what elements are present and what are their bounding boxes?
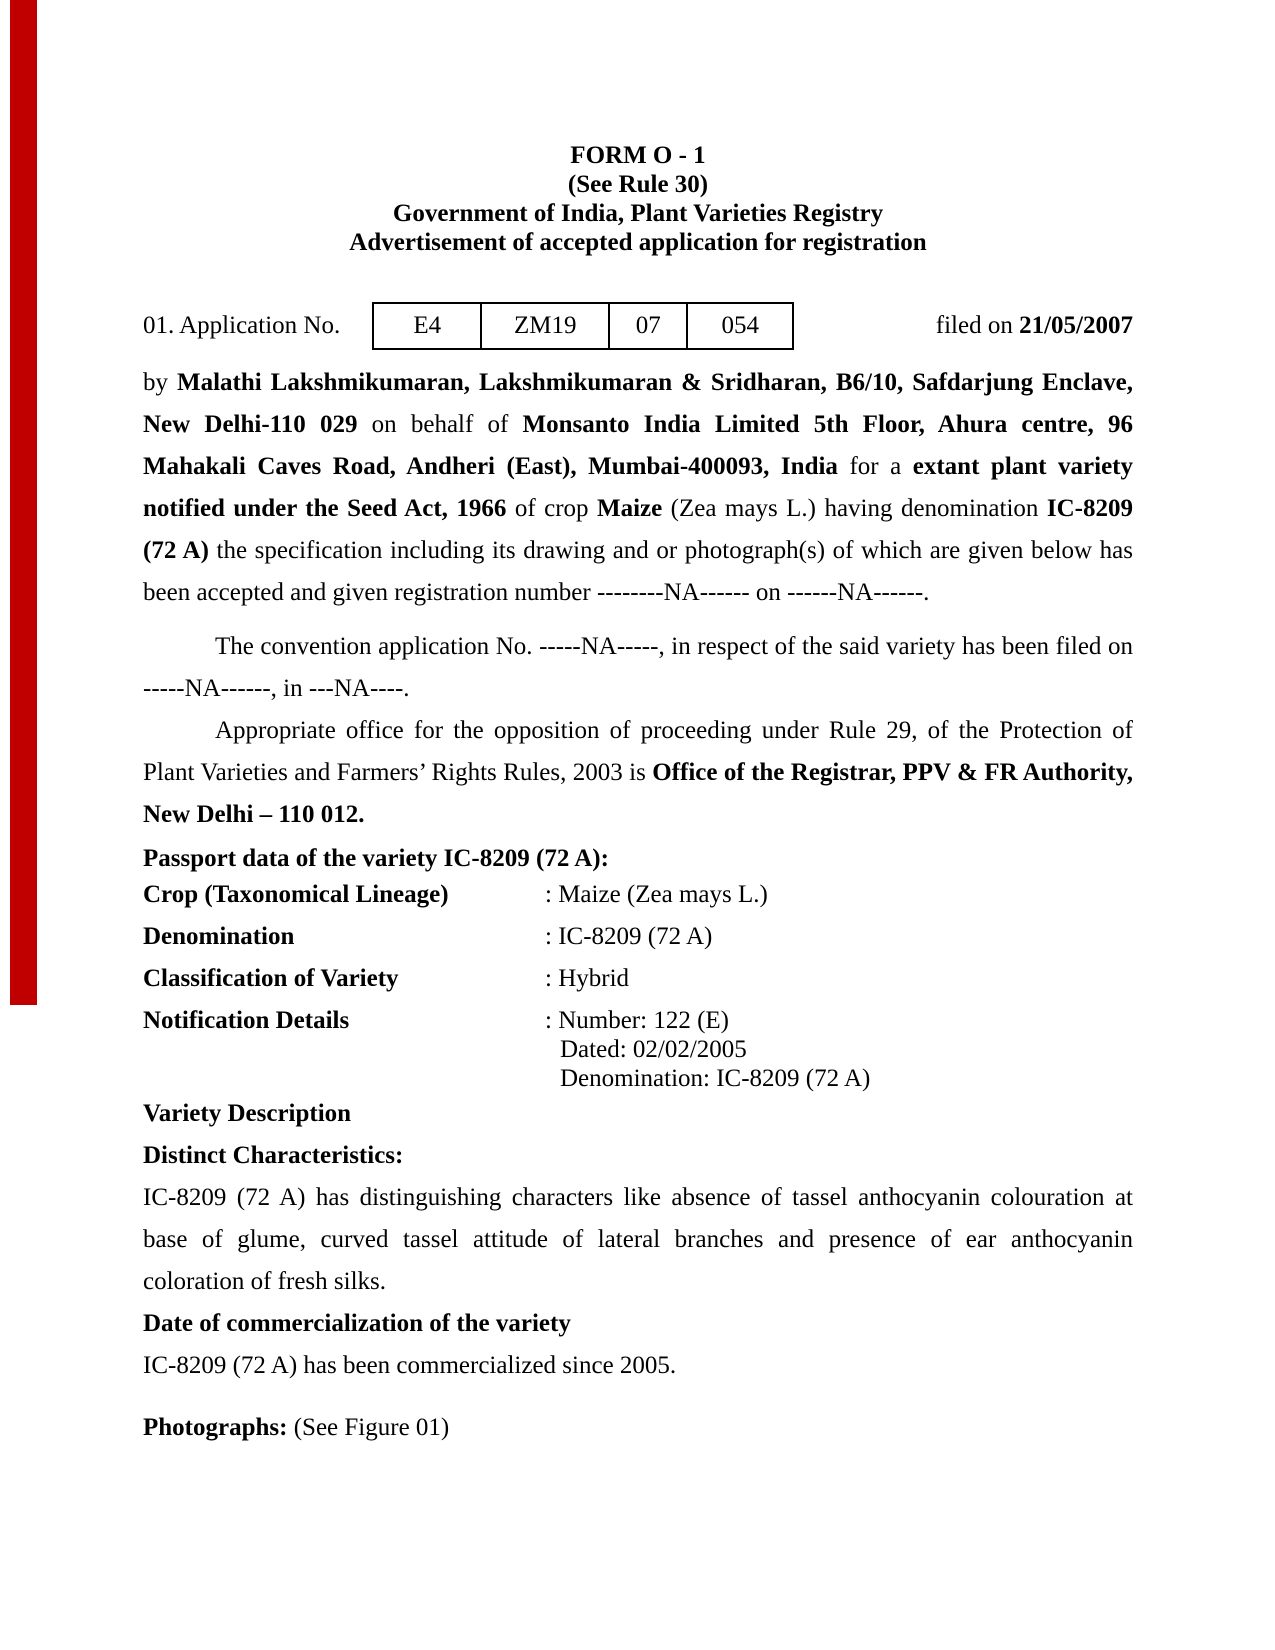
application-number-row <box>143 302 1133 350</box>
filed-on-date: 21/05/2007 <box>1019 312 1133 339</box>
passport-row-label: Notification Details <box>143 1007 350 1034</box>
application-number-cell: ZM19 <box>482 304 610 348</box>
passport-row-label: Classification of Variety <box>143 965 399 992</box>
passport-row-label: Crop (Taxonomical Lineage) <box>143 881 449 908</box>
photographs-label: Photographs: <box>143 1414 288 1441</box>
form-rule: (See Rule 30) <box>567 171 709 198</box>
document-page <box>143 0 1133 1449</box>
application-number-table <box>372 302 794 350</box>
distinct-characteristics-heading: Distinct Characteristics: <box>143 1142 404 1169</box>
commercialization-heading: Date of commercialization of the variety <box>143 1310 571 1337</box>
filed-on-prefix: filed on <box>935 312 1020 339</box>
intro-paragraph: by Malathi Lakshmikumaran, Lakshmikumaran & Sridharan, B6/10, Safdarjung Enclave, New Delhi-110 029 on behalf of Monsanto India Limited 5th Floor, Ahura centre, 96 Mahakali Caves Road, Andheri (East), Mumbai-400093, India for a extant plant variety notified under the Seed Act, 1966 of crop Maize (Zea mays L.) having denomination IC-8209 (72 A) the specification including its drawing and or photograph(s) of which are given below has been accepted and given registration number --------NA------ on ------NA------. <box>143 369 1134 606</box>
form-subtitle: Advertisement of accepted application for registration <box>349 229 927 256</box>
document-header <box>143 0 1133 257</box>
passport-row-label: Denomination <box>143 923 295 950</box>
application-number-cell: 07 <box>610 304 688 348</box>
passport-row-crop <box>143 880 1133 909</box>
passport-row-value: : IC-8209 (72 A) <box>545 923 713 950</box>
passport-data-rows <box>143 880 1133 1093</box>
commercialization-text: IC-8209 (72 A) has been commercialized since 2005. <box>143 1352 677 1379</box>
passport-row-value: : Hybrid <box>545 965 630 992</box>
passport-row-notification <box>143 1006 1133 1093</box>
convention-paragraph: The convention application No. -----NA-----, in respect of the said variety has been filed on -----NA------, in ---NA----. <box>143 633 1133 702</box>
notification-number: : Number: 122 (E) <box>545 1007 729 1034</box>
filed-on <box>936 312 1133 340</box>
passport-row-value: : Maize (Zea mays L.) <box>545 881 768 908</box>
notification-date: Dated: 02/02/2005 <box>560 1036 747 1063</box>
issuing-org: Government of India, Plant Varieties Registry <box>392 200 884 227</box>
passport-data-heading: Passport data of the variety IC-8209 (72 A): <box>143 845 609 872</box>
variety-description-heading: Variety Description <box>143 1100 352 1127</box>
passport-row-classification <box>143 964 1133 993</box>
application-number-cell: 054 <box>721 312 759 339</box>
form-title: FORM O - 1 <box>570 142 706 169</box>
application-number-label: 01. Application No. <box>143 312 341 339</box>
distinct-characteristics-text: IC-8209 (72 A) has distinguishing characters like absence of tassel anthocyanin colouration at base of glume, curved tassel attitude of lateral branches and presence of ear anthocyanin coloration of fresh silks. <box>143 1184 1133 1295</box>
passport-row-value <box>545 1006 1133 1093</box>
red-margin-bar <box>10 0 37 1005</box>
passport-row-denomination <box>143 922 1133 951</box>
application-number-cell: E4 <box>374 304 482 348</box>
photographs-line <box>143 1407 1133 1449</box>
appropriate-office-paragraph: Appropriate office for the opposition of proceeding under Rule 29, of the Protection of Plant Varieties and Farmers’ Rights Rules, 2003 is Office of the Registrar, PPV & FR Authority, New Delhi – 110 012. <box>143 717 1133 828</box>
notification-denomination: Denomination: IC-8209 (72 A) <box>560 1065 871 1092</box>
photographs-text: (See Figure 01) <box>287 1414 450 1441</box>
